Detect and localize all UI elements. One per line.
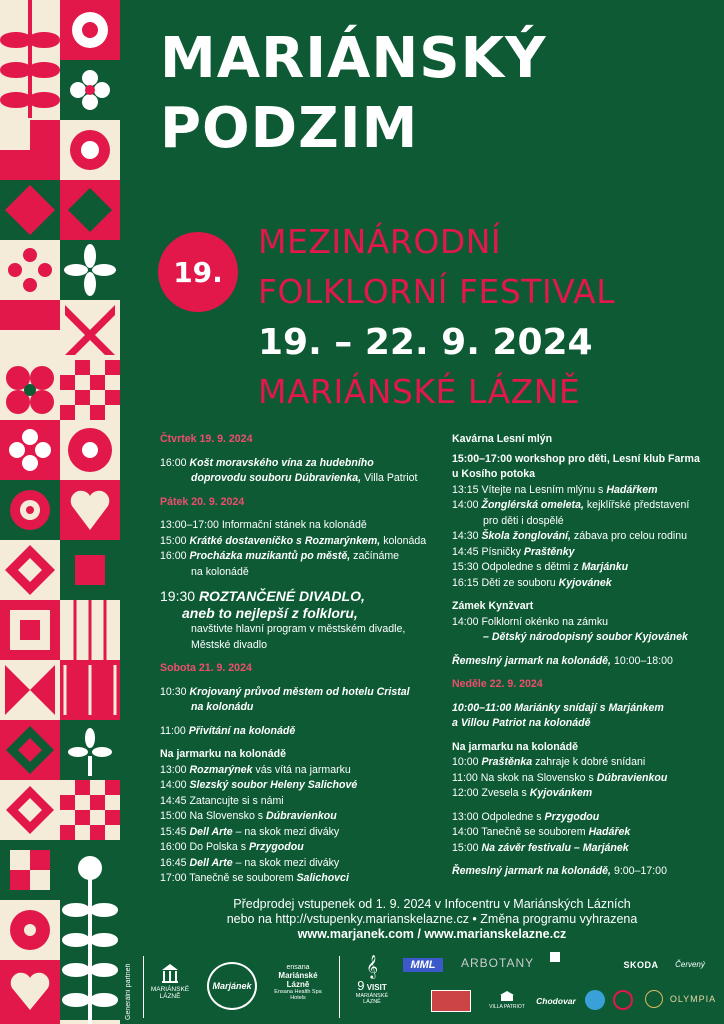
program-item: 14:45 Písničky Praštěnky — [452, 545, 575, 558]
subtitle-line-2: FOLKLORNÍ FESTIVAL — [258, 272, 616, 311]
program-item-cont: u Kosího potoka — [452, 468, 535, 480]
program-item: 14:00 Tanečně se souborem Hadářek — [452, 826, 631, 838]
program-item-cont: doprovodu souboru Dúbravienka, Villa Patriot — [191, 472, 418, 484]
logo-building-image — [431, 990, 471, 1012]
program-item: 16:45 Dell Arte – na skok mezi diváky — [160, 856, 340, 869]
logo-mml: MML — [403, 958, 443, 972]
logo-cerveny: Červený — [675, 960, 705, 969]
logo-round-red — [613, 990, 633, 1010]
program-left-column — [160, 432, 440, 887]
program-item: 13:00–17:00 Informační stánek na kolonádě — [160, 519, 367, 531]
program-item-cont: na kolonádě — [191, 565, 249, 578]
program-item: 15:00 Na závěr festivalu – Marjánek — [452, 841, 629, 854]
program-item: 13:15 Vítejte na Lesním mlýnu s Hadářkem — [452, 483, 658, 496]
program-item: 14:30 Škola žonglování, zábava pro celou rodinu — [452, 530, 687, 542]
festival-place: MARIÁNSKÉ LÁZNĚ — [258, 372, 581, 411]
program-item-cont: na kolonádu — [191, 701, 254, 713]
section-heading-market: Na jarmarku na kolonádě — [160, 748, 286, 760]
program-item: 10:00–11:00 Mariánky snídají s Marjánkem — [452, 701, 664, 714]
sponsor-logos — [125, 948, 724, 1024]
logo-regional-card — [550, 952, 600, 970]
logo-olympia: OLYMPIA — [669, 994, 717, 1004]
program-item: 14:45 Zatancujte si s námi — [160, 794, 284, 807]
day-heading-sunday: Neděle 22. 9. 2024 — [452, 678, 543, 690]
logo-skoda: SKODA — [623, 960, 659, 970]
folk-pattern-strip — [0, 0, 120, 1024]
program-item-cont: pro děti i dospělé — [483, 514, 564, 527]
nine-glyph: 9 — [357, 978, 365, 993]
program-item-highlight: 19:30 ROZTANČENÉ DIVADLO, — [160, 588, 365, 604]
section-heading-market: Na jarmarku na kolonádě — [452, 740, 578, 753]
program-item: 16:00 Do Polska s Przygodou — [160, 841, 304, 853]
craft-fair-saturday: Řemeslný jarmark na kolonádě, 10:00–18:00 — [452, 654, 673, 667]
craft-fair-sunday: Řemeslný jarmark na kolonádě, 9:00–17:00 — [452, 865, 667, 877]
logo-arbotany: ARBOTANY — [461, 956, 535, 970]
program-item: 16:00 Košt moravského vína za hudebního — [160, 456, 374, 469]
logo-olympia-emblem — [645, 990, 663, 1008]
program-item: 15:30 Odpoledne s dětmi z Marjánku — [452, 561, 629, 573]
day-heading-saturday: Sobota 21. 9. 2024 — [160, 662, 252, 674]
logo-ensana: ensana Mariánské Lázně Ensana Health Spa Hotels — [274, 964, 322, 1001]
edition-badge: 19. — [158, 232, 238, 312]
program-item: 16:00 Procházka muzikantů po městě, začínáme — [160, 550, 400, 562]
divider — [339, 956, 340, 1018]
program-item: 15:45 Dell Arte – na skok mezi diváky — [160, 825, 340, 838]
program-item: 11:00 Na skok na Slovensko s Dúbravienkou — [452, 771, 668, 784]
program-item: 14:00 Žonglérská omeleta, kejklířské představení — [452, 499, 690, 511]
website-links[interactable]: www.marjanek.com / www.marianskelazne.cz — [297, 927, 567, 941]
divider — [143, 956, 144, 1018]
presale-info: Předprodej vstupenek od 1. 9. 2024 v Infocentru v Mariánských Lázních — [233, 897, 631, 911]
villa-icon — [499, 990, 515, 1002]
title-line-2: PODZIM — [160, 96, 419, 161]
day-heading-thursday: Čtvrtek 19. 9. 2024 — [160, 433, 253, 445]
program-item: 14:00 Folklorní okénko na zámku — [452, 615, 609, 628]
program-item: 17:00 Tanečně se souborem Salichovci — [160, 872, 349, 884]
section-heading-cafe: Kavárna Lesní mlýn — [452, 433, 553, 445]
program-item: 11:00 Přivítání na kolonádě — [160, 724, 296, 737]
program-item: 15:00 Krátké dostaveníčko s Rozmarýnkem, kolonáda — [160, 534, 427, 547]
program-item: 14:00 Slezský soubor Heleny Salichové — [160, 779, 358, 791]
program-item-cont: aneb to nejlepší z folkloru, — [182, 605, 358, 621]
program-item-cont: Městské divadlo — [191, 638, 267, 651]
day-heading-friday: Pátek 20. 9. 2024 — [160, 495, 245, 508]
festival-title — [160, 24, 547, 164]
program-right-column — [452, 432, 714, 880]
program-item: 13:00 Odpoledne s Przygodou — [452, 810, 600, 823]
music-note-icon: 𝄞 — [366, 956, 378, 978]
logo-round-blue — [585, 990, 605, 1010]
program-item: 10:00 Praštěnka zahraje k dobré snídani — [452, 756, 646, 768]
title-line-1: MARIÁNSKÝ — [160, 26, 547, 91]
program-item-cont: a Villou Patriot na kolonádě — [452, 717, 591, 729]
logo-visit-ml: 𝄞 9 VISIT MARIÁNSKÉ LÁZNĚ — [347, 956, 397, 1005]
subtitle-line-1: MEZINÁRODNÍ — [258, 222, 502, 261]
program-item-cont: – Dětský národopisný soubor Kyjovánek — [483, 631, 688, 643]
colonnade-icon — [160, 962, 180, 984]
ticket-url[interactable]: nebo na http://vstupenky.marianskelazne.cz • Změna programu vyhrazena — [226, 912, 638, 926]
logo-marjanek: Marjánek — [207, 962, 257, 1010]
partners-label: Generální partneři — [125, 963, 132, 1020]
card-icon — [550, 952, 560, 962]
program-item: 12:00 Zvesela s Kyjovánkem — [452, 787, 593, 799]
program-item: 13:00 Rozmarýnek vás vítá na jarmarku — [160, 763, 351, 776]
program-item: 16:15 Děti ze souboru Kyjovánek — [452, 576, 612, 589]
program-item-cont: navštivte hlavní program v městském divadle, — [191, 623, 406, 635]
program-item: 10:30 Krojovaný průvod městem od hotelu Cristal — [160, 685, 410, 698]
section-heading-castle: Zámek Kynžvart — [452, 600, 534, 612]
logo-marianske-lazne: MARIÁNSKÉ LÁZNĚ — [147, 962, 193, 1000]
program-item: 15:00 Na Slovensko s Dúbravienkou — [160, 810, 337, 822]
program-item: 15:00–17:00 workshop pro děti, Lesní klub Farma — [452, 452, 700, 465]
logo-villa-patriot: VILLA PATRIOT — [487, 990, 527, 1010]
festival-dates: 19. – 22. 9. 2024 — [258, 322, 593, 363]
logo-chodovar: Chodovar — [536, 996, 576, 1006]
